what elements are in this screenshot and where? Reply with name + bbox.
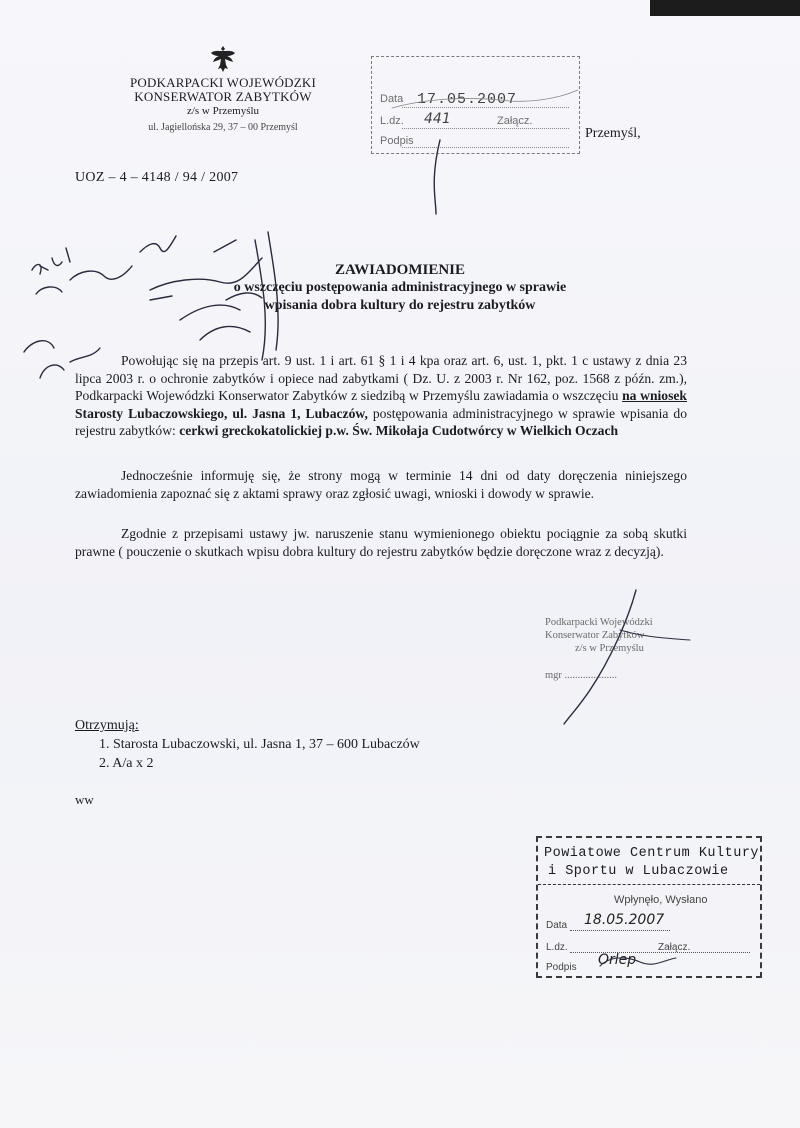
recipient-item: 2. A/a x 2 xyxy=(99,756,154,771)
center-signature: Orlep xyxy=(598,952,637,968)
p2-text: Jednocześnie informuję się, że strony mogą w terminie 14 dni od daty doręczenia niniejszego zawiadomienia zapoznać się z aktami sprawy oraz zgłosić uwagi, wnioski i dowody w sprawie. xyxy=(75,468,687,501)
center-number-label: L.dz. xyxy=(546,942,568,953)
stamp-line xyxy=(402,107,569,108)
stamp-line xyxy=(402,128,569,129)
center-sign-label: Podpis xyxy=(546,962,577,973)
received-number-label: L.dz. xyxy=(380,115,404,127)
p1-middle: postępowania administracyjnego w sprawie wpisania do rejestru zabytków: xyxy=(75,405,687,438)
p3-text: Zgodnie z przepisami ustawy jw. naruszenie stanu wymienionego obiektu pociągnie za sobą skutki prawne ( pouczenie o skutkach wpisu dobra kultury do rejestru zabytków będzie doręczone wraz z decyzją). xyxy=(75,526,687,559)
office-seat: z/s w Przemyślu xyxy=(186,105,260,117)
author-initials: ww xyxy=(75,792,94,807)
body-paragraph-1 xyxy=(75,352,687,440)
scan-edge-shadow xyxy=(650,0,800,16)
office-name-line1: PODKARPACKI WOJEWÓDZKI xyxy=(129,75,317,90)
office-name-line2: KONSERWATOR ZABYTKÓW xyxy=(134,89,312,104)
received-sign-label: Podpis xyxy=(380,135,414,147)
stamp-line xyxy=(570,952,750,953)
p1-object: cerkwi greckokatolickiej p.w. Św. Mikołaja Cudotwórcy w Wielkich Oczach xyxy=(179,423,619,438)
document-subtitle-line2: wpisania dobra kultury do rejestru zabytków xyxy=(264,298,536,313)
center-name-line2: i Sportu w Lubaczowie xyxy=(548,864,729,879)
received-date-label: Data xyxy=(380,93,404,105)
city-date: Przemyśl, xyxy=(585,126,641,141)
center-received-label: Wpłynęło, Wysłano xyxy=(614,894,708,906)
received-stamp-culture-center xyxy=(536,836,762,978)
center-attach-label: Załącz. xyxy=(658,942,691,953)
signature-stamp-line2: Konserwator Zabytków xyxy=(545,630,645,641)
signature-stamp-line3: z/s w Przemyślu xyxy=(575,643,644,654)
center-name-line1: Powiatowe Centrum Kultury xyxy=(544,846,760,861)
office-address: ul. Jagiellońska 29, 37 – 00 Przemyśl xyxy=(148,122,298,133)
received-number-value: 441 xyxy=(424,111,451,127)
eagle-emblem-icon xyxy=(210,44,236,74)
stamp-line xyxy=(402,147,569,148)
body-paragraph-2 xyxy=(75,467,687,502)
case-reference: UOZ – 4 – 4148 / 94 / 2007 xyxy=(75,170,239,185)
stamp-line xyxy=(570,930,670,931)
stamp-separator xyxy=(538,884,760,885)
p1-underlined: na wniosek xyxy=(622,388,687,403)
office-header xyxy=(108,76,338,135)
signature-stamp xyxy=(545,616,653,682)
center-date-value: 18.05.2007 xyxy=(584,912,665,928)
signature-stamp-line1: Podkarpacki Wojewódzki xyxy=(545,617,653,628)
center-date-label: Data xyxy=(546,920,568,931)
received-date-value: 17.05.2007 xyxy=(417,91,518,108)
p1-applicant: Starosty Lubaczowskiego, ul. Jasna 1, Lubaczów, xyxy=(75,405,368,421)
body-paragraph-3 xyxy=(75,525,687,560)
received-stamp xyxy=(371,56,580,154)
received-attach-label: Załącz. xyxy=(497,115,533,127)
watermark xyxy=(782,1104,786,1120)
recipient-item: 1. Starosta Lubaczowski, ul. Jasna 1, 37 – 600 Lubaczów xyxy=(99,737,420,752)
recipients-heading: Otrzymują: xyxy=(75,718,139,733)
p1-start: Powołując się na przepis art. 9 ust. 1 i art. 61 § 1 i 4 kpa oraz art. 6, ust. 1, pkt. 1 c ustawy z dnia 23 lipca 2003 r. o ochronie zabytków i opiece nad zabytkami ( Dz. U. z 2003 r. Nr 162, poz. 1568 z późn. zm.), Podkarpacki Wojewódzki Konserwator Zabytków z siedzibą w Przemyślu zawiadamia o wszczęciu xyxy=(75,353,687,403)
document-subtitle-line1: o wszczęciu postępowania administracyjnego w sprawie xyxy=(233,280,567,295)
document-title: ZAWIADOMIENIE xyxy=(334,262,466,278)
signature-stamp-line4: mgr .................... xyxy=(545,670,618,681)
